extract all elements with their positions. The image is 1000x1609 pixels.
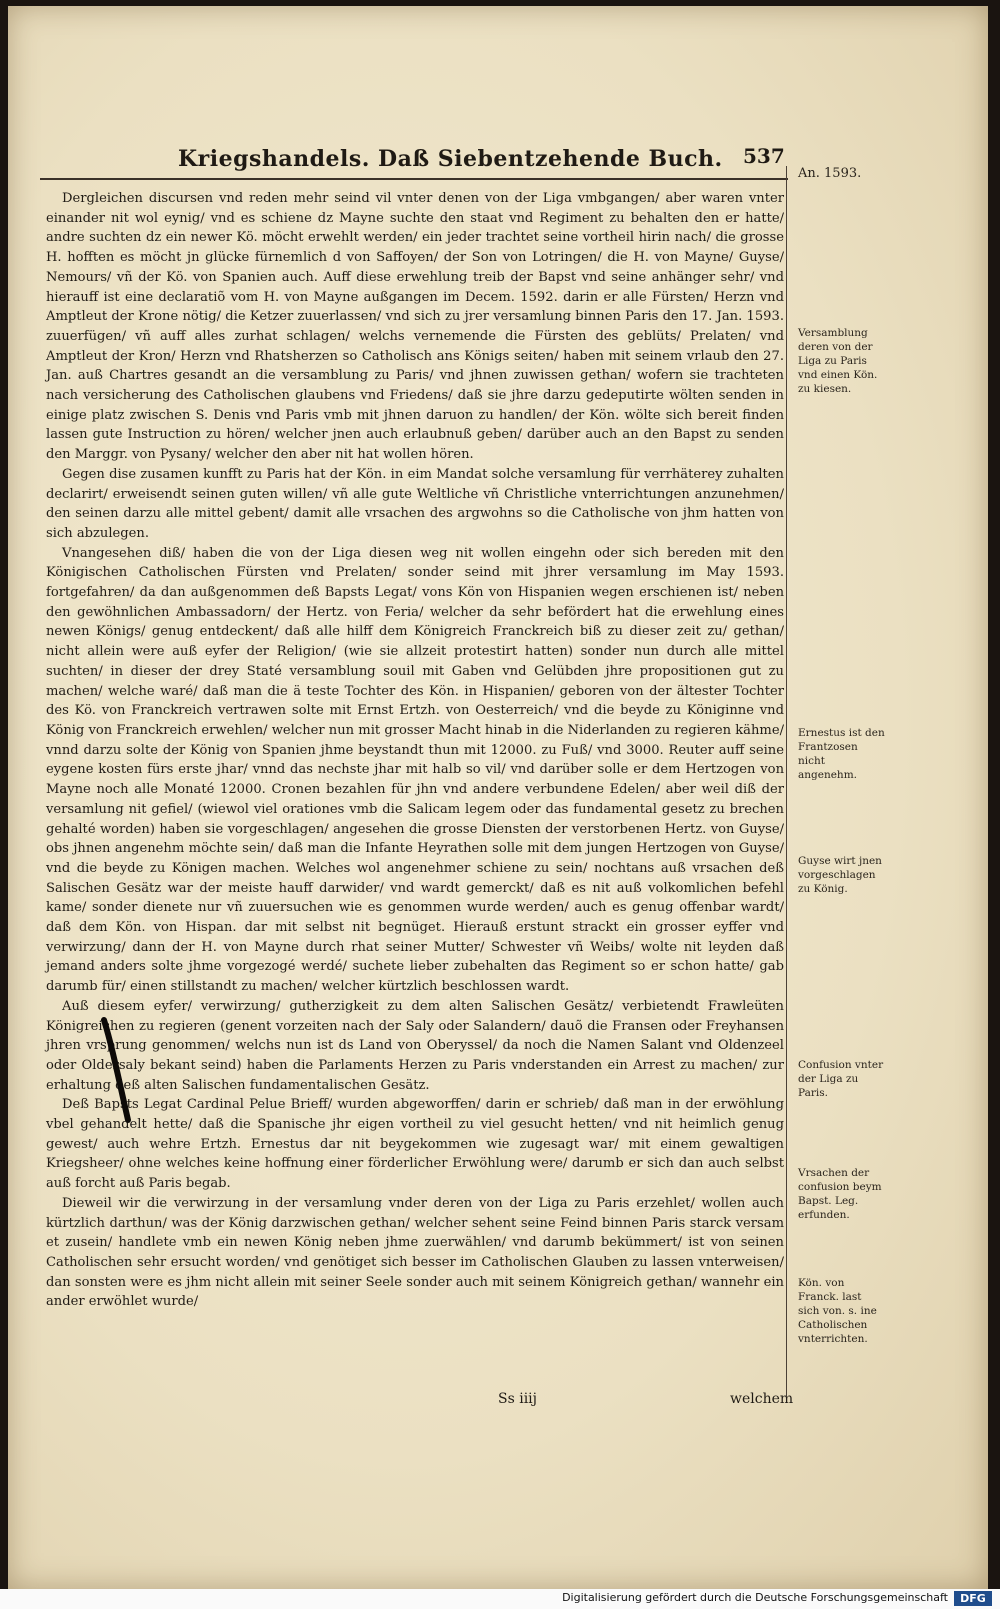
paragraph: Dergleichen discursen vnd reden mehr seind vil vnter denen von der Liga vmbgangen/ aber waren vnter einander nit wol eynig/ vnd es schiene dz Mayne suchte den staat vnd Regiment zu behalten den er hatte/ andre suchten dz ein newer Kö. möcht erwehlt werden/ ein jeder trachtet seine vortheil hirin nach/ die grosse H. hofften es möcht jn glücke fürnemlich d von Saffoyen/ der Son von Lotringen/ die H. von Mayne/ Guyse/ Nemours/ vñ der Kö. von Spanien auch. Auff diese erwehlung treib der Bapst vnd seine anhänger sehr/ vnd hierauff ist eine declaratiõ vom H. von Mayne außgangen im Decem. 1592. darin er alle Fürsten/ Herzn vnd Amptleut der Krone nötig/ die Ketzer zuuerlassen/ vnd sich zu jrer versamlung binnen Paris den 17. Jan. 1593. zuuerfügen/ vñ auff alles zurhat schlagen/ welchs vernemende die Fürsten des geblüts/ Prelaten/ vnd Amptleut der Kron/ Herzn vnd Rhatsherzen so Catholisch ans Königs seiten/ haben mit seinem vrlaub den 27. Jan. auß Chartres gesandt an die versamblung zu Paris/ vnd jhnen zuwissen gethan/ wofern sie trachteten nach versicherung des Catholischen glaubens vnd Friedens/ daß sie jhre darzu gedeputirte wölten senden in einige platz zwischen S. Denis vnd Paris vmb mit jhnen daruon zu handlen/ der Kön. wölte sich bereit finden lassen gute Instruction zu hören/ welcher jnen auch erlaubnuß geben/ darüber auch an den Bapst zu senden den Marggr. von Pysany/ welcher den aber nit hat wollen hören. (46, 191, 784, 463)
book-page (8, 6, 988, 1589)
ink-stroke-mark (98, 1016, 138, 1126)
paragraph: Vnangesehen diß/ haben die von der Liga diesen weg nit wollen eingehn oder sich bereden mit den Königischen Catholischen Fürsten vnd Prelaten/ sonder seind mit jhrer versamlung im May 1593. fortgefahren/ da dan außgenommen deß Bapsts Legat/ vons Kön von Hispanien wegen erschienen ist/ neben den gewöhnlichen Ambassadorn/ der Hertz. von Feria/ welcher da sehr befördert hat die erwehlung eines newen Königs/ genug entdeckent/ daß alle hilff dem Königreich Franckreich biß zu dieser zeit zu/ gethan/ nicht allein were auß eyfer der Religion/ (wie sie allzeit protestirt hatten) sonder nun durch alle mittel suchten/ in dieser der drey Staté versamblung souil mit Gaben vnd Gelübden jhre propositionen gut zu machen/ welche waré/ daß man die ä teste Tochter des Kön. in Hispanien/ geboren von der ältester Tochter des Kö. von Franckreich vertrawen solte mit Ernst Ertzh. von Oesterreich/ vnd die beyde zu Königinne vnd König von Franckreich erwehlen/ welcher nun mit grosser Macht hinab in die Niderlanden zu regieren kähme/ vnnd darzu solte der König von Spanien jhme beystandt thun mit 12000. zu Fuß/ vnd 3000. Reuter auff seine eygene kosten fürs erste jhar/ vnnd das nechste jhar mit halb so vil/ vnd darüber solle er dem Hertzogen von Mayne noch alle Monaté 12000. Cronen bezahlen für jhn vnd andere verbundene Edelen/ aber weil diß der versamlung nit gefiel/ (wiewol viel orationes vmb die Salicam legem oder das fundamental gesetz zu brechen gehalté worden) haben sie vorgeschlagen/ angesehen die grosse Diensten der verstorbenen Hertz. von Guyse/ obs jhnen angenehm möchte sein/ daß man die Infante Heyrathen solle mit dem jungen Hertzogen von Guyse/ vnd die beyde zu Königen machen. Welches wol angenehmer schiene zu sein/ nochtans auß vrsachen deß Salischen Gesätz war der meiste hauff darwider/ vnd wardt gemerckt/ daß es nit auß volkomlichen befehl kame/ sonder dienete nur vñ zuuersuchen wie es genommen wurde werden/ auch es genug offenbar wardt/ daß dem Kön. von Hispan. dar mit selbst nit begnüget. Hierauß erstunt strackt ein grosser eyffer vnd verwirzung/ dann der H. von Mayne durch rhat seiner Mutter/ Schwester vñ Weibs/ wolte nit leyden daß jemand anders solte jhme vorgezogé werdé/ suchete lieber zubehalten das Regiment so er schon hatte/ gab darumb für/ einen stillstandt zu machen/ welcher kürtzlich beschlossen wardt. (46, 545, 784, 995)
margin-note: Guyse wirt jnen vorgeschlagen zu König. (798, 855, 882, 895)
paragraph: Dieweil wir die verwirzung in der versamlung vnder deren von der Liga zu Paris erzehlet/ wollen auch kürtzlich darthun/ was der König darzwischen gethan/ welcher sehent seine Feind binnen Paris starck versam et zusein/ handlete vmb ein newen König neben jhme zuerwählen/ vnd darumb bekümmert/ ist von seinen Catholischen sehr ersucht worden/ vnd genötiget sich besser im Catholischen Glauben zu lassen vnterweisen/ dan sonsten were es jhm nicht allein mit seiner Seele sonder auch mit seinem Königreich gethan/ wannehr ein ander erwöhlet wurde/ (46, 1195, 784, 1310)
margin-note: Kön. von Franck. last sich von. s. ine Catholischen vnterrichten. (798, 1277, 877, 1345)
page-number: 537 (743, 144, 785, 168)
paragraph: Gegen dise zusamen kunfft zu Paris hat der Kön. in eim Mandat solche versamlung für verrhäterey zuhalten declarirt/ erweisendt seinen guten willen/ vñ alle gute Weltliche vñ Christliche vnterrichtungen anzunehmen/ den seinen darzu alle mittel gebent/ damit alle vrsachen des argwohns so die Catholische von jhm hatten von sich abzulegen. (46, 466, 784, 541)
catchword: welchem (730, 1391, 794, 1407)
running-title: Kriegshandels. Daß Siebentzehende Buch. (178, 146, 723, 172)
margin-note: Ernestus ist den Frantzosen nicht angenehm. (798, 727, 885, 781)
margin-note: Confusion vnter der Liga zu Paris. (798, 1059, 884, 1099)
footer-bar (0, 1589, 1000, 1609)
paragraph: Auß diesem eyfer/ verwirzung/ gutherzigkeit zu dem alten Salischen Gesätz/ verbietendt Frawleüten Königreichen zu regieren (genent vorzeiten nach der Saly oder Salandern/ dauõ die Fransen oder Freyhansen jhren vrsprung genommen/ welchs nun ist ds Land von Oberyssel/ da noch die Namen Salant vnd Oldenzeel oder Oldersaly bekant seind) haben die Parlaments Herzen zu Paris vnderstanden ein Arrest zu machen/ zur erhaltung deß alten Salischen fundamentalischen Gesätz. (46, 998, 784, 1093)
year-marginal: An. 1593. (798, 166, 862, 181)
margin-note: Vrsachen der confusion beym Bapst. Leg. erfunden. (798, 1167, 882, 1221)
margin-note: Versamblung deren von der Liga zu Paris vnd einen Kön. zu kiesen. (798, 327, 878, 395)
paragraph: Deß Bapsts Legat Cardinal Pelue Brieff/ wurden abgeworffen/ darin er schrieb/ daß man in der erwöhlung vbel gehandelt hette/ daß die Spanische jhr eigen vortheil zu viel gesucht hetten/ vnd nit heimlich genug gewest/ auch wehre Ertzh. Ernestus dar nit beygekommen wie zugesagt war/ mit einem gewaltigen Kriegsheer/ ohne welches keine hoffnung einer förderlicher Erwöhlung were/ darumb er sich dan auch selbst auß forcht auß Paris begab. (46, 1097, 784, 1192)
dfg-logo: DFG (954, 1591, 992, 1606)
footer-credit: Digitalisierung gefördert durch die Deutsche Forschungsgemeinschaft (562, 1591, 948, 1604)
main-text-column (46, 189, 784, 1312)
header-rule (40, 178, 788, 180)
signature-mark: Ss iiij (498, 1391, 537, 1407)
margin-rule (786, 166, 787, 1396)
